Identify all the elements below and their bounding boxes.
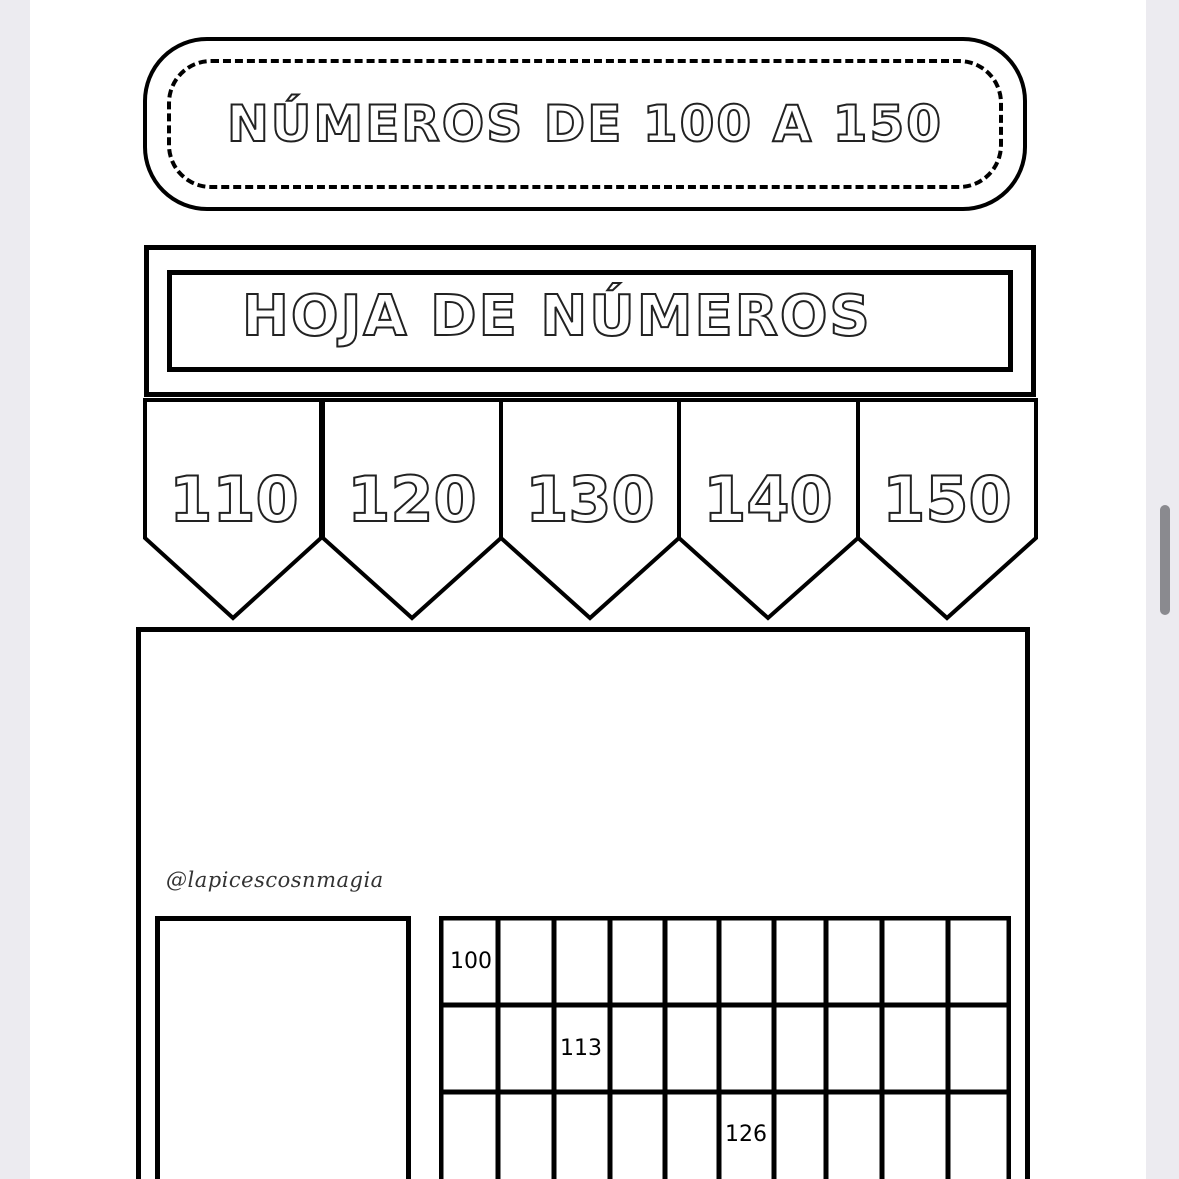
pennant-row: [143, 396, 1038, 621]
worksheet-title: NÚMEROS DE 100 A 150: [226, 95, 944, 153]
subtitle-inner-frame: [167, 270, 1013, 372]
drawing-box: [155, 916, 411, 1179]
table-cell-100: 100: [450, 949, 492, 974]
title-banner: [143, 37, 1027, 211]
pennant-label-4: 140: [703, 463, 833, 536]
scrollbar-thumb[interactable]: [1160, 505, 1170, 615]
pennant-label-1: 110: [169, 463, 299, 536]
subtitle-box: [144, 245, 1036, 397]
pennant-label-3: 130: [525, 463, 655, 536]
pennant-label-2: 120: [347, 463, 477, 536]
table-cell-126: 126: [725, 1122, 767, 1147]
number-table: [439, 916, 1011, 1179]
worksheet-subtitle: HOJA DE NÚMEROS: [242, 284, 872, 349]
table-cell-113: 113: [560, 1036, 602, 1061]
author-watermark: @lapicescosnmagia: [166, 868, 384, 892]
pennant-label-5: 150: [882, 463, 1012, 536]
worksheet-page: [30, 0, 1146, 1179]
